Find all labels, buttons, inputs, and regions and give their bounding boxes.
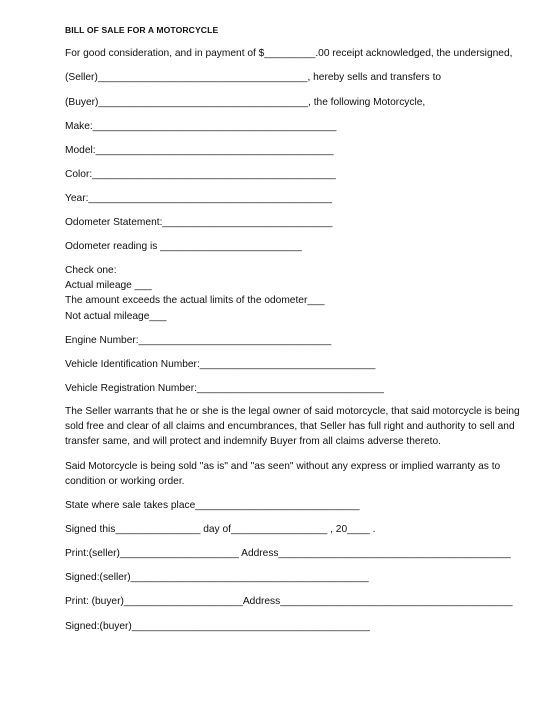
odometer-reading-line: Odometer reading is _________________________ [65, 241, 302, 252]
color-line: Color:___________________________________________ [65, 169, 336, 180]
signed-seller-line: Signed:(seller)__________________________________________ [65, 572, 369, 583]
actual-mileage-option: Actual mileage ___ [65, 280, 152, 291]
not-actual-mileage-option: Not actual mileage___ [65, 311, 167, 322]
signed-buyer-line: Signed:(buyer)__________________________________________ [65, 621, 370, 632]
seller-line: (Seller)_____________________________________, hereby sells and transfers to [65, 72, 442, 83]
as-is-paragraph: Said Motorcycle is being sold "as is" and "as seen" without any express or implied warranty as to condition or working order. [65, 461, 501, 488]
print-buyer-line: Print: (buyer)_____________________Address_________________________________________ [65, 596, 513, 607]
year-line: Year:___________________________________________ [65, 193, 333, 204]
odometer-statement-line: Odometer Statement:______________________________ [65, 217, 333, 228]
document-title: BILL OF SALE FOR A MOTORCYCLE [65, 25, 219, 35]
model-line: Model:__________________________________________ [65, 145, 334, 156]
buyer-line: (Buyer)_____________________________________, the following Motorcycle, [65, 97, 426, 108]
make-line: Make:___________________________________________ [65, 121, 337, 132]
vin-line: Vehicle Identification Number:_______________________________ [65, 359, 376, 370]
registration-number-line: Vehicle Registration Number:_________________________________ [65, 383, 384, 394]
engine-number-line: Engine Number:__________________________________ [65, 335, 332, 346]
print-seller-line: Print:(seller)_____________________ Address_________________________________________ [65, 548, 511, 559]
check-one-label: Check one: [65, 265, 117, 276]
signed-this-line: Signed this_______________ day of_________________ , 20____ . [65, 524, 376, 535]
warranty-paragraph: The Seller warrants that he or she is the legal owner of said motorcycle, that said motorcycle is being sold free and clear of all claims and encumbrances, that Seller has full right and authority to sell and transfer same, and will protect and indemnify Buyer from all claims adverse thereto. [65, 406, 520, 448]
consideration-line: For good consideration, and in payment of $_________.00 receipt acknowledged, the undersigned, [65, 48, 513, 59]
state-line: State where sale takes place_____________________________ [65, 500, 360, 511]
exceeds-limits-option: The amount exceeds the actual limits of the odometer___ [65, 295, 325, 306]
